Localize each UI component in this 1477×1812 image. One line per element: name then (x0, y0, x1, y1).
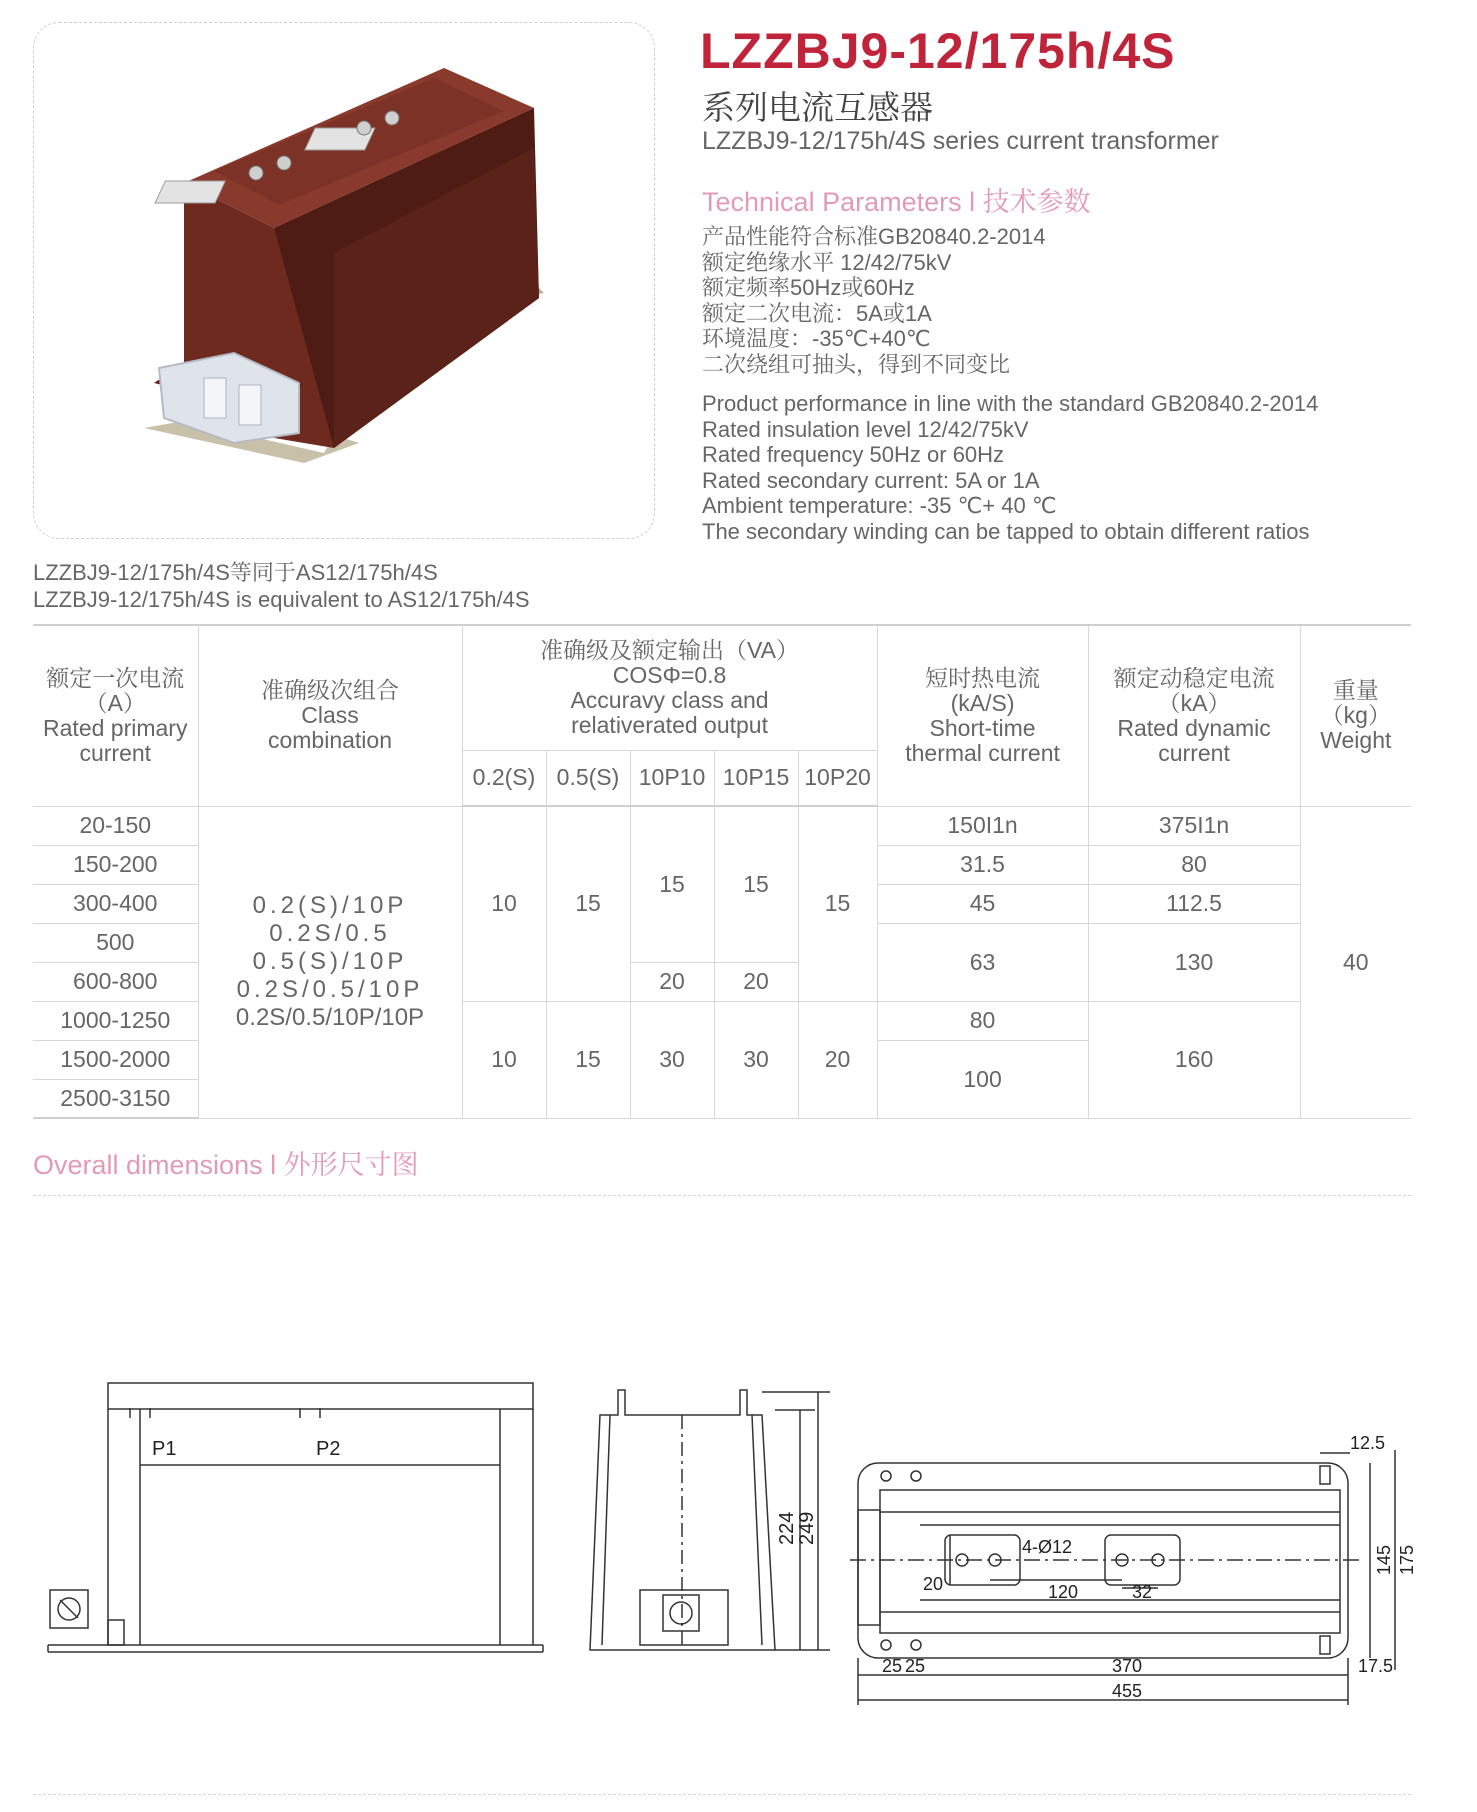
product-subtitle-en: LZZBJ9-12/175h/4S series current transformer (702, 127, 1219, 155)
param-item-en: Rated insulation level 12/42/75kV (702, 416, 1029, 442)
dynamic-cell: 160 (1088, 1001, 1300, 1118)
primary-current-cell: 300-400 (33, 884, 198, 923)
param-item-en: Ambient temperature: -35 ℃+ 40 ℃ (702, 493, 1057, 518)
header-accuracy-output: 准确级及额定输出（VA） COSΦ=0.8 Accuravy class and relativerated output (462, 625, 877, 750)
dim-label-32: 32 (1132, 1582, 1153, 1602)
dim-label-12-5: 12.5 (1350, 1433, 1386, 1453)
short-time-cell: 100 (877, 1040, 1088, 1118)
primary-current-cell: 150-200 (33, 845, 198, 884)
class-combination-cell: 0.2(S)/10P 0.2S/0.5 0.5(S)/10P 0.2S/0.5/10P 0.2S/0.5/10P/10P (198, 806, 462, 1118)
subheader-class: 10P20 (798, 750, 877, 806)
primary-current-cell: 600-800 (33, 962, 198, 1001)
dim-label-370: 370 (1112, 1656, 1143, 1676)
param-item-cn: 产品性能符合标准GB20840.2-2014 (702, 224, 1046, 249)
short-time-cell: 150I1n (877, 806, 1088, 845)
equivalence-note-cn: LZZBJ9-12/175h/4S等同于AS12/175h/4S (33, 560, 438, 585)
dim-label-25b: 25 (905, 1656, 926, 1676)
primary-current-cell: 20-150 (33, 806, 198, 845)
primary-current-cell: 1000-1250 (33, 1001, 198, 1040)
header-dynamic-current: 额定动稳定电流 （kA） Rated dynamic current (1088, 625, 1300, 806)
dim-label-145: 145 (1374, 1544, 1394, 1575)
param-item-en: Rated secondary current: 5A or 1A (702, 467, 1040, 493)
dim-label-120: 120 (1048, 1582, 1079, 1602)
output-cell: 15 (714, 806, 798, 962)
product-model-title: LZZBJ9-12/175h/4S (700, 23, 1176, 79)
header-primary-current: 额定一次电流 （A） Rated primary current (33, 625, 198, 806)
output-cell: 20 (798, 1001, 877, 1118)
short-time-cell: 80 (877, 1001, 1088, 1040)
dim-label-17-5: 17.5 (1358, 1656, 1394, 1676)
front-view-drawing (48, 1383, 543, 1652)
output-cell: 10 (462, 806, 546, 1001)
dynamic-cell: 130 (1088, 923, 1300, 1001)
primary-current-cell: 500 (33, 923, 198, 962)
output-cell: 10 (462, 1001, 546, 1118)
header-short-time-current: 短时热电流 (kA/S) Short-time thermal current (877, 625, 1088, 806)
dim-label-25a: 25 (882, 1656, 903, 1676)
output-cell: 30 (630, 1001, 714, 1118)
header-class-combination: 准确级次组合 Class combination (198, 625, 462, 806)
dim-label-20: 20 (923, 1574, 944, 1594)
dim-label-455: 455 (1112, 1681, 1143, 1701)
header-weight: 重量 （kg） Weight (1300, 625, 1411, 806)
param-item-cn: 额定二次电流：5A或1A (702, 300, 932, 326)
param-item-cn: 额定绝缘水平 12/42/75kV (702, 249, 952, 275)
overall-dimensions-heading: Overall dimensions l 外形尺寸图 (33, 1150, 419, 1180)
dim-label-p1: P1 (152, 1438, 177, 1460)
primary-current-cell: 1500-2000 (33, 1040, 198, 1079)
short-time-cell: 45 (877, 884, 1088, 923)
dynamic-cell: 80 (1088, 845, 1300, 884)
output-cell: 20 (630, 962, 714, 1001)
short-time-cell: 63 (877, 923, 1088, 1001)
param-item-cn: 二次绕组可抽头，得到不同变比 (702, 351, 1011, 377)
param-item-cn: 额定频率50Hz或60Hz (702, 275, 915, 300)
dim-label-224: 224 (776, 1511, 798, 1545)
output-cell: 30 (714, 1001, 798, 1118)
dim-label-p2: P2 (316, 1438, 341, 1460)
subheader-class: 10P15 (714, 750, 798, 806)
primary-current-cell: 2500-3150 (33, 1079, 198, 1118)
subheader-class: 0.2(S) (462, 750, 546, 806)
output-cell: 20 (714, 962, 798, 1001)
weight-cell: 40 (1300, 806, 1411, 1118)
param-item-en: The secondary winding can be tapped to obtain different ratios (702, 518, 1310, 544)
output-cell: 15 (546, 806, 630, 1001)
output-cell: 15 (546, 1001, 630, 1118)
dim-label-249: 249 (796, 1511, 818, 1545)
output-cell: 15 (630, 806, 714, 962)
param-item-en: Product performance in line with the standard GB20840.2-2014 (702, 391, 1319, 416)
technical-parameters-heading: Technical Parameters l 技术参数 (702, 187, 1091, 217)
subheader-class: 0.5(S) (546, 750, 630, 806)
param-item-cn: 环境温度：-35℃+40℃ (702, 326, 931, 351)
dynamic-cell: 112.5 (1088, 884, 1300, 923)
param-item-en: Rated frequency 50Hz or 60Hz (702, 442, 1005, 467)
output-cell: 15 (798, 806, 877, 1001)
dim-label-175: 175 (1397, 1544, 1417, 1575)
product-subtitle-cn: 系列电流互感器 (702, 89, 933, 126)
short-time-cell: 31.5 (877, 845, 1088, 884)
subheader-class: 10P10 (630, 750, 714, 806)
dim-label-4-holes: 4-Ø12 (1022, 1537, 1073, 1557)
dynamic-cell: 375I1n (1088, 806, 1300, 845)
equivalence-note-en: LZZBJ9-12/175h/4S is equivalent to AS12/175h/4S (33, 587, 530, 612)
